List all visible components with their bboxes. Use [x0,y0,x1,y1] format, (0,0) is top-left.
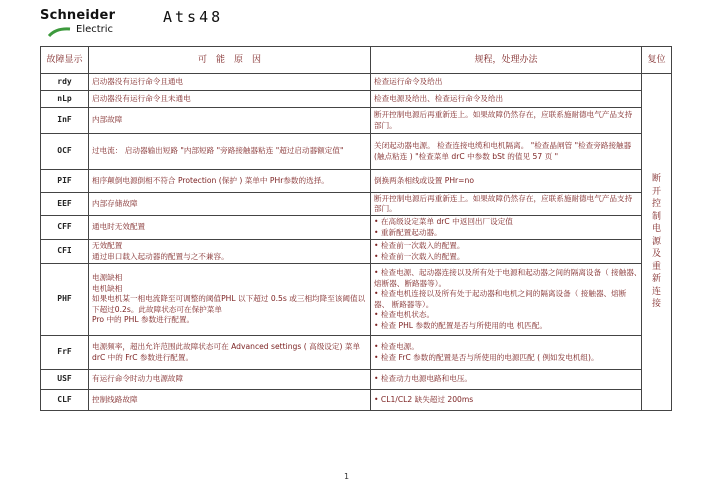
remedy-list [374,342,638,363]
column-header-reset: 复位 [642,47,672,74]
table-row [41,336,672,370]
fault-remedy [371,216,642,240]
table-header-row [41,47,672,74]
remedy-item: • 检查电机连接以及所有处于起动器和电机之间的隔离设备（ 接触器、熔断器、 断路器等）。 [374,289,638,310]
remedy-item: • 重新配置起动器。 [374,228,638,239]
fault-code: FrF [41,336,89,370]
fault-remedy [371,336,642,370]
table-row [41,108,672,134]
page-number: 1 [344,472,350,481]
fault-remedy: 检查电源及给出、检查运行命令及给出 [371,91,642,108]
table-row [41,74,672,91]
fault-remedy: 断开控制电源后再重新连上。如果故障仍然存在，应联系施耐德电气产品支持部门。 [371,108,642,134]
fault-cause: 内部故障 [89,108,371,134]
remedy-item: • 检查 FrC 参数的配置是否与所使用的电源匹配 ( 例如发电机组)。 [374,353,638,364]
fault-code: nLp [41,91,89,108]
logo-text-electric: Electric [76,24,114,35]
fault-code: PHF [41,264,89,336]
schneider-electric-logo [40,6,152,40]
fault-cause: 内部存储故障 [89,193,371,216]
fault-remedy: 检查运行命令及给出 [371,74,642,91]
fault-remedy: 断开控制电源后再重新连上。如果故障仍然存在，应联系施耐德电气产品支持部门。 [371,193,642,216]
remedy-list [374,268,646,331]
fault-cause: 电源缺相 电机缺相 如果电机某一相电流降至可调整的阈值PHL 以下超过 0.5s 或三相均降至该阈值以下超过0.2s。此故障状态可在保护菜单 Pro 中的 PHL 参数进行配置。 [89,264,371,336]
fault-cause: 控制线路故障 [89,390,371,411]
remedy-item: • CL1/CL2 缺失超过 200ms [374,395,638,406]
fault-code: CFF [41,216,89,240]
table-row [41,216,672,240]
remedy-item: • 检查 PHL 参数的配置是否与所使用的电 机匹配。 [374,321,638,332]
table-row [41,264,672,336]
fault-remedy: 倒换两条相线或设置 PHr=no [371,170,642,193]
remedy-list [374,241,638,262]
fault-code: PIF [41,170,89,193]
logo-text-schneider: Schneider [40,8,116,23]
table-row [41,170,672,193]
table-row [41,390,672,411]
fault-cause: 过电流： 启动器输出短路 "内部短路 "旁路接触器粘连 "超过启动器额定值" [89,134,371,170]
remedy-list [374,374,638,385]
fault-cause: 启动器没有运行命令且未通电 [89,91,371,108]
remedy-item: • 检查前一次载入的配置。 [374,252,638,263]
fault-code: CLF [41,390,89,411]
fault-cause: 启动器没有运行命令且通电 [89,74,371,91]
table-row [41,134,672,170]
fault-cause: 有运行命令时动力电源故障 [89,370,371,390]
table-row [41,370,672,390]
fault-remedy [371,240,642,264]
fault-code: USF [41,370,89,390]
column-header-fault-display: 故障显示 [41,47,89,74]
document-title: Ats48 [163,8,224,26]
remedy-list [374,217,638,238]
page-header [40,6,670,42]
table-row [41,91,672,108]
column-header-remedy: 规程，处理办法 [371,47,642,74]
fault-code: EEF [41,193,89,216]
fault-table [40,46,672,411]
remedy-item: • 检查动力电源电路和电压。 [374,374,638,385]
fault-code: OCF [41,134,89,170]
remedy-item: • 检查电源、起动器连接以及所有处于电源和起动器之间的隔离设备（ 接触器、 熔断器、断路器等）。 [374,268,638,289]
fault-code: InF [41,108,89,134]
remedy-list [374,395,638,406]
reset-text: 断开控制电源及重新连接 [651,174,661,310]
fault-cause: 相序颠倒电源倒相不符合 Protection (保护 ) 菜单中 PHr参数的选择。 [89,170,371,193]
fault-code: CFI [41,240,89,264]
fault-cause: 电源频率，超出允许范围此故障状态可在 Advanced settings ( 高级设定) 菜单 drC 中的 FrC 参数进行配置。 [89,336,371,370]
reset-method [642,74,672,411]
fault-remedy [371,264,646,336]
fault-remedy: 关闭起动器电源。 检查连接电缆和电机隔离。 "检查晶闸管 "检查旁路接触器 (触点粘连 ) "检查菜单 drC 中参数 bSt 的值见 57 页 " [371,134,642,170]
fault-cause: 通电时无效配置 [89,216,371,240]
fault-remedy [371,370,642,390]
table-row [41,240,672,264]
fault-code: rdy [41,74,89,91]
remedy-item: • 检查电源。 [374,342,638,353]
fault-remedy [371,390,642,411]
column-header-possible-cause: 可 能 原 因 [89,47,371,74]
table-row [41,193,672,216]
logo-swoosh-icon [48,26,72,38]
remedy-item: • 检查电机状态。 [374,310,638,321]
fault-cause: 无效配置 通过串口载入起动器的配置与之不兼容。 [89,240,371,264]
remedy-item: • 检查前一次载入的配置。 [374,241,638,252]
remedy-item: • 在高级设定菜单 drC 中返回出厂设定值 [374,217,638,228]
